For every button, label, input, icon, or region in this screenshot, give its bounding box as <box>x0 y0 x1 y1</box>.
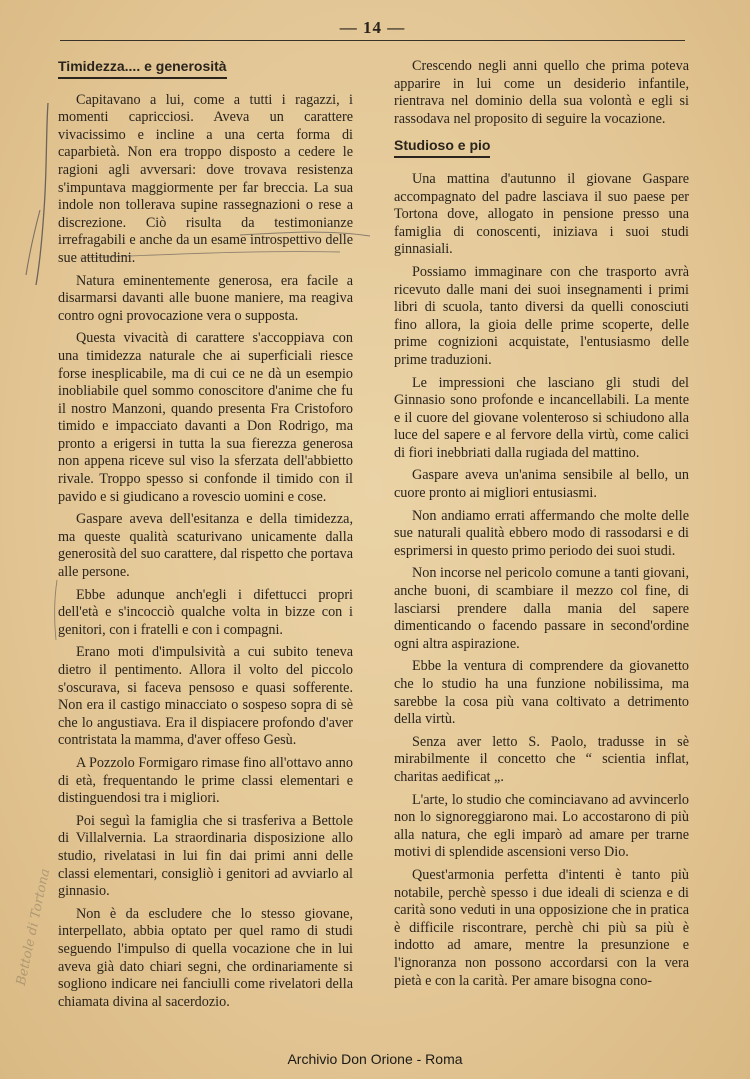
left-column <box>58 58 353 1016</box>
paragraph: Una mattina d'autunno il giovane Gaspare accompagnato del padre lasciava il suo paese per Tortona dove, allogato in pensione presso una famiglia di conoscenti, iniziava i suoi studi ginnasiali. <box>394 170 689 258</box>
section-heading-studioso: Studioso e pio <box>394 137 490 158</box>
paragraph: Erano moti d'impulsività a cui subito teneva dietro il pentimento. Allora il volto del piccolo s'oscurava, si faceva pensoso e quasi sofferente. Non era il castigo minacciato o sospeso sopra di sè che lo angustiava. Era il dispiacere profondo d'aver contristata la mamma, d'aver offeso Gesù. <box>58 644 353 749</box>
right-column <box>394 58 689 995</box>
paragraph: Ebbe la ventura di comprendere da giovanetto che lo studio ha una funzione nobilissima, ma sarebbe la cosa più vana coltivato a detrimento della virtù. <box>394 658 689 728</box>
paragraph: Poi seguì la famiglia che si trasferiva a Bettole di Villalvernia. La straordinaria disposizione allo studio, rivelatasi in lui fin dai primi anni delle classi elementari, consigliò i genitori ad avviarlo al ginnasio. <box>58 812 353 900</box>
paragraph: Capitavano a lui, come a tutti i ragazzi, i momenti capricciosi. Aveva un carattere vivacissimo e incline a una certa forma di caparbietà. Non era troppo disposto a cedere le ragioni agli avversari: dove trovava resistenza s'impuntava maggiormente per far breccia. La sua indole non tollerava supine rassegnazioni o rese a discrezione. Ciò risulta da testimonianze irrefragabili e anche da un esame introspettivo delle sue attitudini. <box>58 91 353 266</box>
paragraph: Non è da escludere che lo stesso giovane, interpellato, abbia optato per quel ramo di studi seguendo l'impulso di quella vocazione che in lui aveva già dato chiari segni, che ordinariamente si sogliono indicare nei fanciulli come rivelatori della chiamata divina al sacerdozio. <box>58 905 353 1010</box>
paragraph: Crescendo negli anni quello che prima poteva apparire in lui come un desiderio infantile, rientrava nel dominio della sua volontà e egli si rassodava nel proposito di seguire la vocazione. <box>394 58 689 127</box>
pencil-bracket-mark <box>36 103 48 285</box>
section-heading-timidezza: Timidezza.... e generosità <box>58 58 227 79</box>
pencil-slash-mark <box>26 210 40 275</box>
paragraph: Gaspare aveva dell'esitanza e della timidezza, ma queste qualità scaturivano unicamente dalla generosità del suo carattere, dal rispetto che portava alle persone. <box>58 511 353 581</box>
archive-footer: Archivio Don Orione - Roma <box>287 1051 463 1067</box>
pencil-bracket-mark <box>55 580 57 640</box>
paragraph: L'arte, lo studio che cominciavano ad avvincerlo non lo signoreggiarono mai. Lo accostarono di più alla natura, che egli imparò ad amare per trarne motivi di splendide ascensioni verso Dio. <box>394 791 689 861</box>
paragraph: Possiamo immaginare con che trasporto avrà ricevuto dalle mani dei suoi insegnamenti i primi libri di scuola, tanto diversi da quelli conosciuti fino allora, la gioia delle prime scoperte, delle prime cognizioni acquistate, l'entusiasmo delle prime traduzioni. <box>394 263 689 368</box>
paragraph: Questa vivacità di carattere s'accoppiava con una timidezza naturale che ai superficiali riesce forse inesplicabile, ma di cui ce ne dà un esempio inobliabile quel sommo conoscitore d'anime che fu il nostro Manzoni, quando presenta Fra Cristoforo timido e impacciato davanti a Don Rodrigo, ma pronto a erigersi in tutta la sua fierezza generosa non appena riceve sul viso la sferzata dell'abbietto rivale. Troppo spesso si confonde il timido con il pavido e si giudicano a rovescio uomini e cose. <box>58 330 353 505</box>
header-rule <box>60 40 685 41</box>
paragraph: Senza aver letto S. Paolo, tradusse in sè mirabilmente il concetto che “ scientia inflat, charitas aedificat „. <box>394 733 689 785</box>
paragraph: Ebbe adunque anch'egli i difettucci propri dell'età e s'incocciò qualche volta in bizze con i genitori, con i fratelli e con i compagni. <box>58 586 353 638</box>
pencil-handwritten-note: Bettole di Tortona <box>13 867 54 987</box>
paragraph: Le impressioni che lasciano gli studi del Ginnasio sono profonde e incancellabili. La mente e il cuore del giovane volenteroso si schiudono alla luce del sapere e al fervore della virtù, come calici di fiori inebbriati dalla rugiada del mattino. <box>394 374 689 461</box>
paragraph: A Pozzolo Formigaro rimase fino all'ottavo anno di età, frequentando le prime classi elementari e distinguendosi tra i migliori. <box>58 754 353 807</box>
paragraph: Gaspare aveva un'anima sensibile al bello, un cuore pronto ai migliori entusiasmi. <box>394 467 689 502</box>
paragraph: Non andiamo errati affermando che molte delle sue naturali qualità ebbero modo di rassodarsi e di esprimersi in questo primo periodo dei suoi studi. <box>394 507 689 559</box>
paragraph: Quest'armonia perfetta d'intenti è tanto più notabile, perchè spesso i due ideali di scienza e di carità sono veduti in una opposizione che in pratica è difficile riscontrare, perchè chi più sa più è indotto ad amare, mentre la presunzione e l'ignoranza non possono accordarsi con la vera pietà e con la carità. Per amare bisogna cono- <box>394 866 689 989</box>
paragraph: Non incorse nel pericolo comune a tanti giovani, anche buoni, di scambiare il mezzo col fine, di lasciarsi prendere dalla mania del sapere dimenticando o facendo passare in second'ordine ogni altra aspirazione. <box>394 565 689 652</box>
page-number: — 14 — <box>339 18 406 37</box>
paragraph: Natura eminentemente generosa, era facile a disarmarsi davanti alle buone maniere, ma reagiva contro ogni provocazione vera o supposta. <box>58 272 353 324</box>
